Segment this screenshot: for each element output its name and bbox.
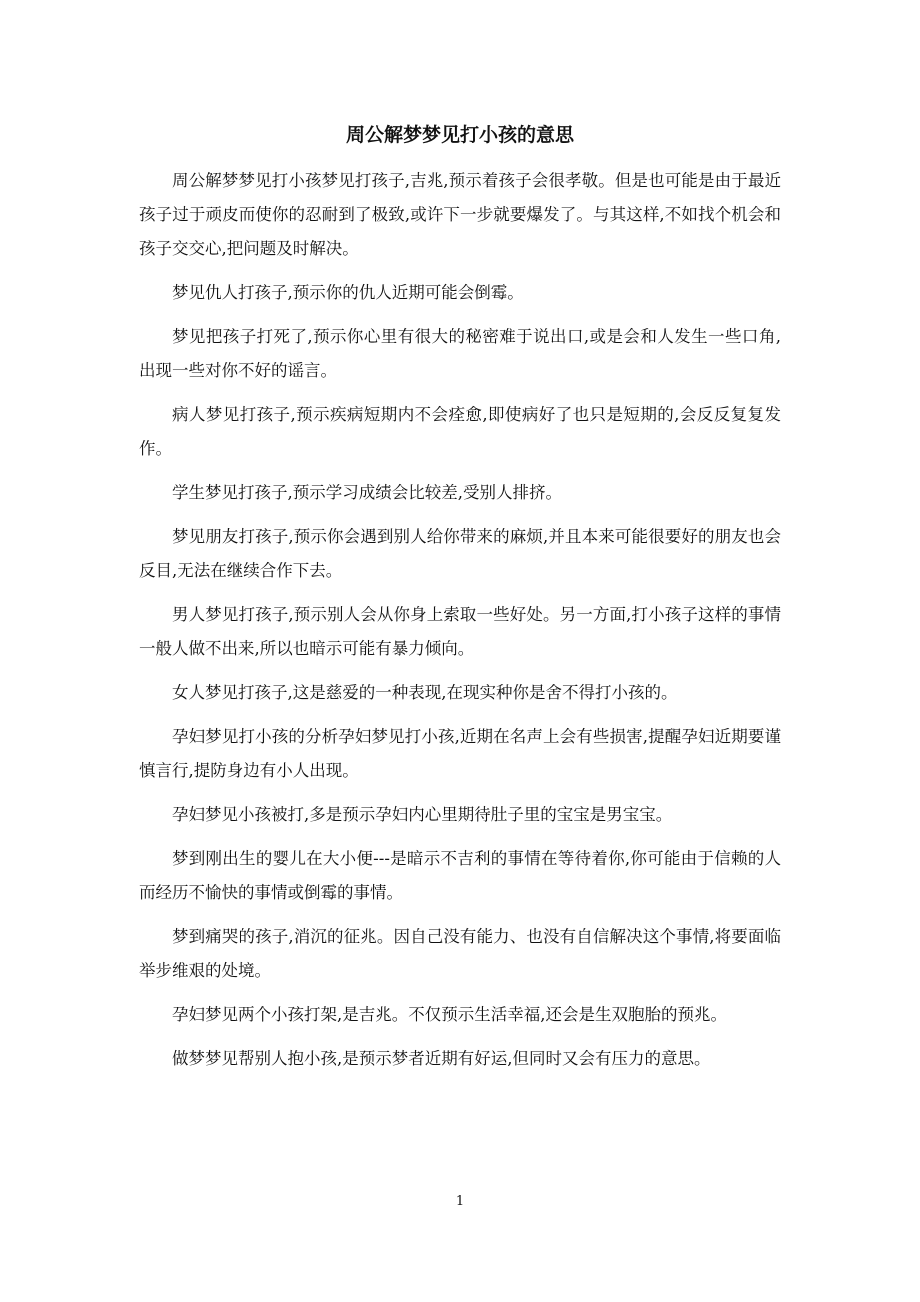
paragraph: 孕妇梦见打小孩的分析孕妇梦见打小孩,近期在名声上会有些损害,提醒孕妇近期要谨慎言行,提防身边有小人出现。 xyxy=(139,727,781,780)
paragraph: 梦见仇人打孩子,预示你的仇人近期可能会倒霉。 xyxy=(172,283,524,302)
paragraph: 男人梦见打孩子,预示别人会从你身上索取一些好处。另一方面,打小孩子这样的事情一般人做不出来,所以也暗示可能有暴力倾向。 xyxy=(139,605,781,658)
document-title: 周公解梦梦见打小孩的意思 xyxy=(345,124,574,146)
paragraph: 做梦梦见帮别人抱小孩,是预示梦者近期有好运,但同时又会有压力的意思。 xyxy=(172,1049,711,1068)
paragraph: 孕妇梦见两个小孩打架,是吉兆。不仅预示生活幸福,还会是生双胞胎的预兆。 xyxy=(172,1005,727,1024)
paragraph: 孕妇梦见小孩被打,多是预示孕妇内心里期待肚子里的宝宝是男宝宝。 xyxy=(172,805,673,824)
paragraph: 周公解梦梦见打小孩梦见打孩子,吉兆,预示着孩子会很孝敬。但是也可能是由于最近孩子过于顽皮而使你的忍耐到了极致,或许下一步就要爆发了。与其这样,不如找个机会和孩子交交心,把问题及时解决。 xyxy=(139,171,781,258)
paragraph: 梦见朋友打孩子,预示你会遇到别人给你带来的麻烦,并且本来可能很要好的朋友也会反目,无法在继续合作下去。 xyxy=(139,527,781,580)
page-number: 1 xyxy=(455,1194,465,1209)
paragraph: 梦到刚出生的婴儿在大小便---是暗示不吉利的事情在等待着你,你可能由于信赖的人而经历不愉快的事情或倒霉的事情。 xyxy=(139,849,781,902)
paragraph: 梦到痛哭的孩子,消沉的征兆。因自己没有能力、也没有自信解决这个事情,将要面临举步维艰的处境。 xyxy=(139,927,781,980)
paragraph: 学生梦见打孩子,预示学习成绩会比较差,受别人排挤。 xyxy=(172,483,562,502)
paragraph: 病人梦见打孩子,预示疾病短期内不会痊愈,即使病好了也只是短期的,会反反复复发作。 xyxy=(139,405,781,458)
document-body xyxy=(139,164,781,1086)
paragraph: 女人梦见打孩子,这是慈爱的一种表现,在现实种你是舍不得打小孩的。 xyxy=(172,683,678,702)
paragraph: 梦见把孩子打死了,预示你心里有很大的秘密难于说出口,或是会和人发生一些口角,出现一些对你不好的谣言。 xyxy=(139,327,781,380)
